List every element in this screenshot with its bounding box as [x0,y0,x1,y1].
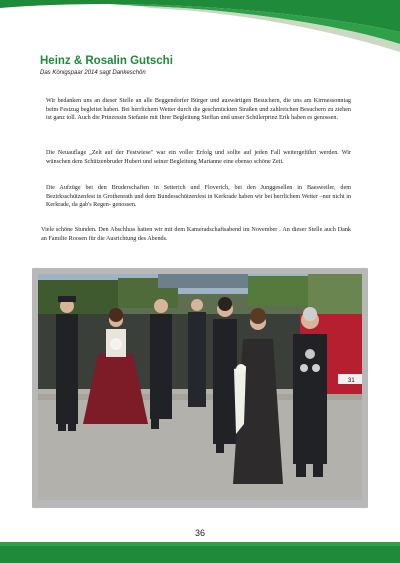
parade-photo [38,274,362,500]
footer-bar [0,542,400,563]
car-plate: 31 [348,378,355,384]
footer-bar-highlight [0,542,400,546]
paragraph-abschluss: Viele schöne Stunden. Den Abschluss hatten wir mit dem Kameradschaftsabend im November . An dieser Stelle auch Dank an Familie Roosen für die Ausrichtung des Abends. [41,227,351,242]
header-swoosh-decoration [0,0,400,60]
paragraph-thanks: Wir bedanken uns an dieser Stelle an alle Beggendorfer Bürger und auswärtigen Besuchern, die uns am Kirmessonntag beim Festzug begleitet haben. Bei herrlichem Wetter durch die geschmückten Straßen und zahlreichen Besuchern zu ziehen ist ganz toll. Auch die Prinzessin Stefanie mit Ihrer Begleitung Steffan und unser Schülerprinz Erik haben es genossen. [46,98,351,122]
page-title: Heinz & Rosalin Gutschi [40,55,173,67]
page-number: 36 [194,528,205,538]
paragraph-aufzuege: Die Aufzüge bei den Bruderschaften in Setterich und Floverich, bei den Junggesellen in Baesweiler, dem Bezirksschützenfest in Grothenrath und dem Bundesschützenfest in Kerkrade haben wir bei herrlichem Wetter –nur nicht in Kerkrade, da gab's Regen- genossen. [46,185,351,209]
page-subtitle: Das Königspaar 2014 sagt Dankeschön [40,70,146,76]
parade-scene-image [38,274,362,500]
paragraph-festwiese: Die Neuauflage „Zelt auf der Festwiese" war ein voller Erfolg und sollte auf jeden Fall weitergeführt werden. Wir wünschen dem Schützenbruder Hubert und seiner Begleitung Marianne eine ebenso schöne Zeit. [46,150,351,165]
